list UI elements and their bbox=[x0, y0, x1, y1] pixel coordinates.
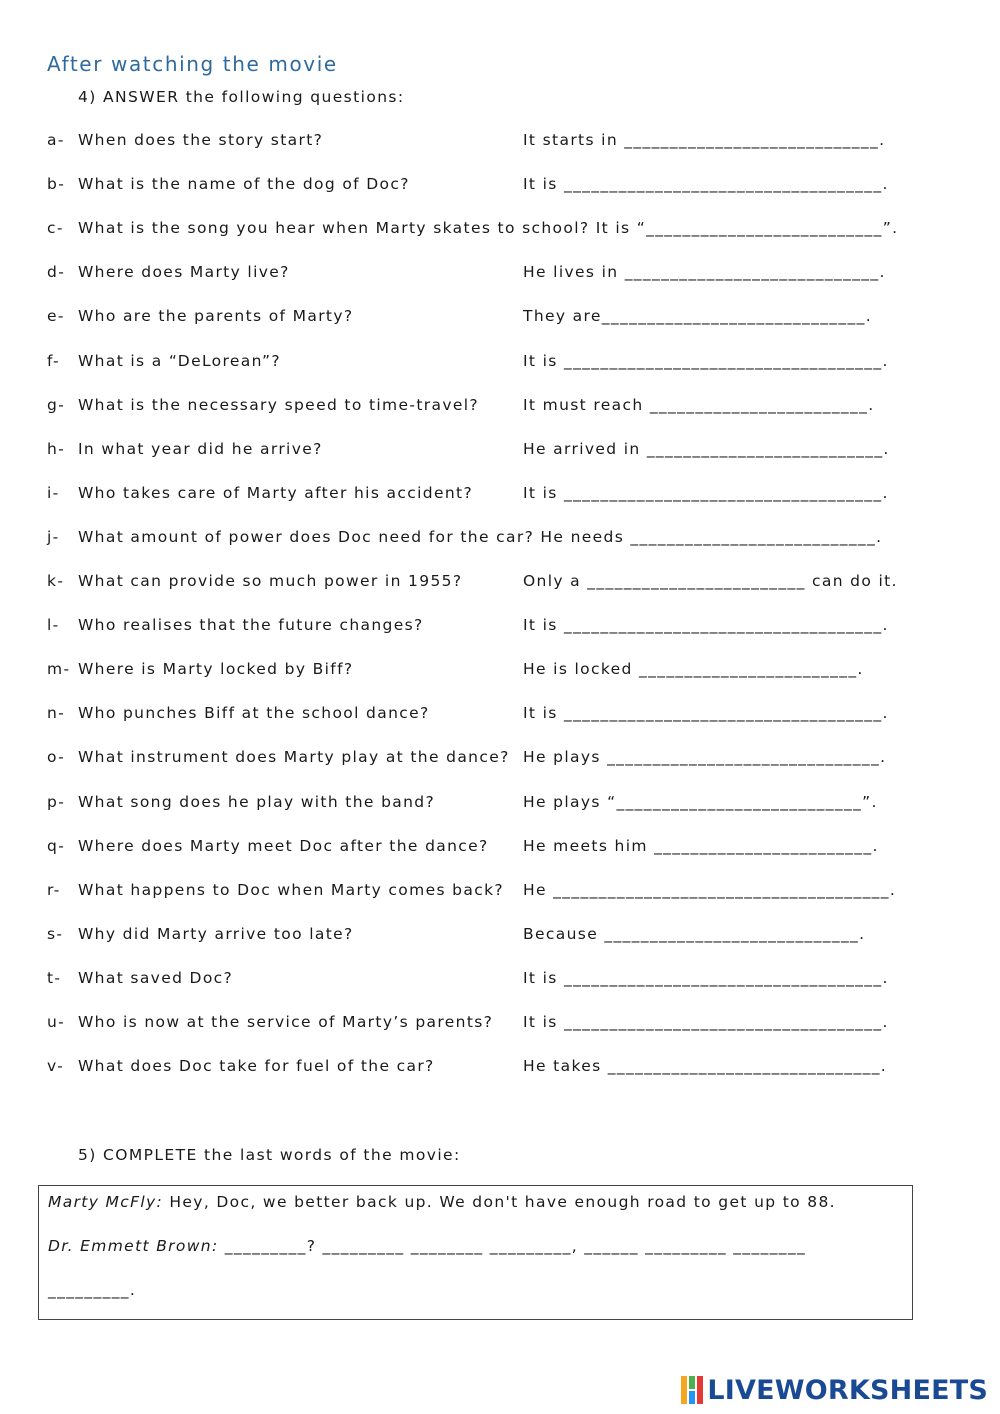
answer-blank[interactable]: He plays ______________________________. bbox=[523, 748, 887, 767]
question-row bbox=[47, 925, 917, 949]
question-row bbox=[47, 837, 917, 861]
question-letter: b- bbox=[47, 175, 66, 194]
answer-blank[interactable]: It is ___________________________________. bbox=[523, 1013, 889, 1031]
question-letter: e- bbox=[47, 307, 65, 326]
answer-blank[interactable]: Only a ________________________ can do it. bbox=[523, 572, 898, 590]
answer-blank[interactable]: They are_____________________________. bbox=[523, 307, 872, 326]
answer-blank[interactable]: It is ___________________________________. bbox=[523, 483, 889, 502]
question-letter: f- bbox=[47, 351, 60, 370]
question-letter: p- bbox=[47, 792, 66, 811]
answer-blank[interactable]: It is ___________________________________. bbox=[523, 351, 889, 370]
question-letter: k- bbox=[47, 572, 65, 590]
question-row bbox=[47, 881, 917, 905]
question-row bbox=[47, 1013, 917, 1037]
question-row bbox=[47, 1057, 917, 1081]
question-row bbox=[47, 704, 917, 728]
question-letter: h- bbox=[47, 439, 66, 458]
question-letter: a- bbox=[47, 131, 65, 149]
question-row bbox=[47, 484, 917, 508]
question-text: What is the name of the dog of Doc? bbox=[78, 175, 410, 194]
question-text: Who are the parents of Marty? bbox=[78, 307, 354, 326]
question-text: What is the necessary speed to time-travel? bbox=[78, 395, 479, 414]
question-letter: s- bbox=[47, 924, 64, 943]
question-text: What amount of power does Doc need for the car? He needs ___________________________. bbox=[78, 527, 883, 546]
question-letter: j- bbox=[47, 527, 60, 546]
answer-blank[interactable]: He plays “___________________________”. bbox=[523, 792, 878, 811]
answer-blank[interactable]: It must reach ________________________. bbox=[523, 395, 875, 414]
question-row bbox=[47, 219, 917, 243]
answer-blank[interactable]: He takes ______________________________. bbox=[523, 1057, 888, 1076]
question-row bbox=[47, 572, 917, 596]
question-row bbox=[47, 969, 917, 993]
question-text: In what year did he arrive? bbox=[78, 439, 323, 458]
dialogue-line-doc bbox=[48, 1237, 903, 1255]
liveworksheets-logo-icon bbox=[681, 1376, 703, 1404]
question-letter: d- bbox=[47, 263, 66, 282]
question-text: Who takes care of Marty after his accident? bbox=[78, 483, 474, 502]
question-text: Who realises that the future changes? bbox=[78, 616, 424, 635]
question-text: When does the story start? bbox=[78, 131, 324, 149]
question-letter: n- bbox=[47, 704, 66, 723]
question-text: Where is Marty locked by Biff? bbox=[78, 660, 354, 679]
question-text: Why did Marty arrive too late? bbox=[78, 924, 354, 943]
question-text: What is the song you hear when Marty skates to school? It is “__________________________”. bbox=[78, 219, 899, 238]
question-letter: g- bbox=[47, 395, 66, 414]
dialogue-line-marty bbox=[48, 1193, 836, 1211]
question-text: Where does Marty live? bbox=[78, 263, 290, 282]
speaker-doc: Dr. Emmett Brown: bbox=[48, 1237, 219, 1255]
question-text: What happens to Doc when Marty comes back? bbox=[78, 880, 504, 899]
movie-dialogue-box bbox=[38, 1185, 913, 1320]
question-text: What saved Doc? bbox=[78, 968, 234, 987]
question-text: What instrument does Marty play at the dance? bbox=[78, 748, 510, 767]
question-letter: i- bbox=[47, 483, 60, 502]
question-row bbox=[47, 793, 917, 817]
answer-blank[interactable]: He is locked ________________________. bbox=[523, 660, 864, 679]
doc-blanks[interactable]: _________? _________ ________ _________, ______ _________ ________ bbox=[218, 1237, 807, 1255]
answer-blank[interactable]: It is ___________________________________. bbox=[523, 968, 889, 987]
question-text: Who punches Biff at the school dance? bbox=[78, 704, 430, 723]
question-text: What does Doc take for fuel of the car? bbox=[78, 1057, 435, 1076]
question-letter: v- bbox=[47, 1057, 65, 1076]
question-text: What can provide so much power in 1955? bbox=[78, 572, 463, 590]
dialogue-line-doc-continued[interactable] bbox=[48, 1281, 136, 1299]
question-row bbox=[47, 131, 917, 155]
question-letter: l- bbox=[47, 616, 60, 635]
marty-quote: Hey, Doc, we better back up. We don't have enough road to get up to 88. bbox=[163, 1193, 836, 1211]
question-letter: m- bbox=[47, 660, 71, 679]
question-row bbox=[47, 660, 917, 684]
answer-blank[interactable]: He lives in ____________________________. bbox=[523, 263, 886, 282]
question-letter: t- bbox=[47, 968, 62, 987]
liveworksheets-brand bbox=[681, 1373, 988, 1407]
answer-blank[interactable]: It is ___________________________________. bbox=[523, 704, 889, 723]
answer-blank[interactable]: Because ____________________________. bbox=[523, 924, 866, 943]
answer-blank[interactable]: He arrived in __________________________. bbox=[523, 439, 890, 458]
answer-blank[interactable]: He _____________________________________. bbox=[523, 880, 897, 899]
question-letter: c- bbox=[47, 219, 64, 238]
question-letter: o- bbox=[47, 748, 66, 767]
answer-blank[interactable]: It is ___________________________________. bbox=[523, 175, 889, 194]
question-row bbox=[47, 175, 917, 199]
section-4-title: 4) ANSWER the following questions: bbox=[78, 88, 405, 106]
page-heading: After watching the movie bbox=[47, 52, 338, 76]
question-row bbox=[47, 263, 917, 287]
speaker-marty: Marty McFly: bbox=[48, 1193, 164, 1211]
answer-blank[interactable]: He meets him ________________________. bbox=[523, 836, 879, 855]
answer-blank[interactable]: It is ___________________________________. bbox=[523, 616, 889, 635]
question-row bbox=[47, 748, 917, 772]
question-text: Where does Marty meet Doc after the dance? bbox=[78, 836, 489, 855]
question-text: Who is now at the service of Marty’s parents? bbox=[78, 1013, 494, 1031]
question-letter: q- bbox=[47, 836, 66, 855]
section-5-title: 5) COMPLETE the last words of the movie: bbox=[78, 1146, 461, 1164]
question-row bbox=[47, 528, 917, 552]
question-row bbox=[47, 307, 917, 331]
question-text: What is a “DeLorean”? bbox=[78, 351, 281, 370]
question-row bbox=[47, 616, 917, 640]
brand-name: LIVEWORKSHEETS bbox=[707, 1374, 988, 1406]
question-row bbox=[47, 352, 917, 376]
question-letter: u- bbox=[47, 1013, 66, 1031]
question-row bbox=[47, 396, 917, 420]
doc-blanks-continued[interactable]: _________. bbox=[48, 1281, 137, 1299]
question-row bbox=[47, 440, 917, 464]
question-text: What song does he play with the band? bbox=[78, 792, 436, 811]
question-letter: r- bbox=[47, 880, 61, 899]
answer-blank[interactable]: It starts in ____________________________. bbox=[523, 131, 886, 149]
